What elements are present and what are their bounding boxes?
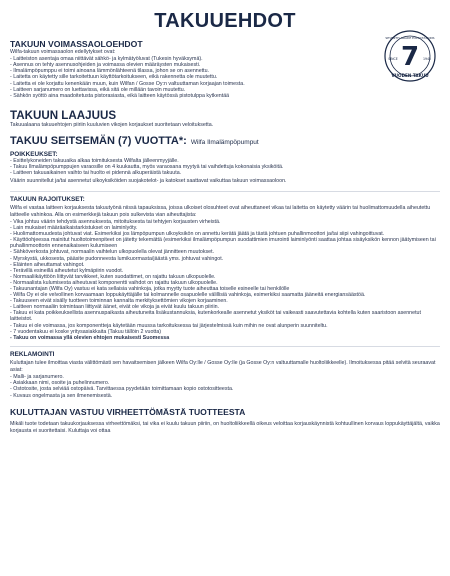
poikkeukset-heading: POIKKEUKSET: [10,151,58,159]
list-item: - Terävillä esineillä aiheutetut kylmäpiirin vuodot. [10,268,440,274]
seven-year-warranty-badge-icon [384,30,436,82]
list-item: - Kuvaus ongelmasta ja sen ilmenemisestä. [10,393,440,399]
badge-years-right: 1945 [422,57,432,61]
list-item: - Takuuseen eivät sisälly tuotteen toiminnan kannalta merkityksettömien vikojen korjaaminen. [10,298,440,304]
list-item: - Ilmalämpöpumppu ei toimi ainoana lämmönlähteenä tilassa, johon se on asennettu. [10,68,440,74]
badge-years-left: SINCE [388,57,398,61]
list-item: - Vika johtuu väärin tehdystä asennuksesta, mitoituksesta tai tehtyjen korjausten virheistä. [10,219,440,225]
list-item: - Takuu ei kata poikkeuksellista asennuspaikasta aiheutuneita lisäkustannuksia, kutenkorkealle asennetut yksiköt tai vaikeasti saavutettavia kohtella kuten saaristoon asennetut laitteistot. [10,310,440,322]
list-item: - Takuunantajan (Wilfa Oy) vastuu ei kata sellaisia vahinkoja, jotka myytty tuote aiheuttaa toiselle esineelle tai henkilölle [10,286,440,292]
laajuus-heading: TAKUUN LAAJUUS [10,108,117,122]
list-item: - Esittelykoneiden takuuaika alkaa toimituksesta Wilfalta jälleenmyyjälle. [10,158,440,164]
laajuus-text: Takuualaana takuuehtojen piiriin kuuluvien vikojen korjaukset suoritetaan veloituksetta. [10,121,214,128]
list-item: - Sähkön syöttö aina maadoitetusta pistorasiasta, eikä laitteen käytössä pistotulppa kytkentää [10,93,440,99]
list-item: - Malli- ja sarjanumero. [10,374,440,380]
list-item: - Normaalista kulumisesta aiheutuvat komponentti vaihdot on rajattu takuun ulkopuolelle. [10,280,440,286]
list-item: - Asennus on tehty asennusohjeiden ja voimassa olevien määräysten mukaisesti. [10,62,440,68]
list-item: - Käyttöohjeessa mainitut huoltotoimenpiteet on jätetty tekemättä (esimerkiksi ilmalämpöpumpun suodattimien imurointi laiminlyönti saattaa johtaa sisäyksikön kennon jäätymiseen tai puhallinmoottorin ennenaikaiseen kulumiseen [10,237,440,249]
divider [10,191,440,192]
list-item: - Myrskystä, ukkosesta, pääsite pudonneesta lumikuormasta/jäästä yms. johtuvat vahingot. [10,256,440,262]
list-item: - Eläinten aiheuttamat vahingot. [10,262,440,268]
voimassaolo-intro: Wilfa-takuun voimassaolon edellytykset ovat: [10,49,116,55]
seven-year-heading [10,135,440,147]
list-item: - Sähköverkosta johtuvat, normaalin vaihtelun ulkopuolella olevat jännitteen muutokset. [10,249,440,255]
badge-number: 7 [400,42,420,72]
list-item: - Laitteiston asentaja omaa niittävät sähkö- ja kylmätyöluvat (Tukesin hyväksymä). [10,56,440,62]
list-item: - Laitteen sarjanumero on luettavissa, eikä sitä ole millään tavoin muutettu. [10,87,440,93]
list-item: - Takuu ei ole voimassa, jos komponentteja käytetään muussa tarkoituksessa tai järjestelmissä kuin mihin ne ovat alunperin suunniteltu. [10,323,440,329]
list-item: - Normaaliikäyttöön liittyvät tarvikkeet, kuten suodattimet, on rajattu takuun ulkopuolelle. [10,274,440,280]
divider [10,346,440,347]
list-item: - Huolimattomuudesta johtuvat viat. Esimerkiksi jos lämpöpumpun ulkoyksikön on annettu kerätä jäätä ja tästä johtuen puhallinmoottori ja/tai siipi vahingoittuvat. [10,231,440,237]
list-item: - Laitetta on käytetty sille tarkoitettuun käyttötarkoitukseen, eikä rakennetta ole muutettu. [10,74,440,80]
reklamointi-intro: Kuluttajan tulee ilmoittaa viasta välittömästi sen havaitsemisen jälkeen Wilfa Oy:lle / Gosse Oy:lle (ja Gosse Oy:n valtuuttamalle huoltoliikkeelle). Ilmoituksessa pitää selvitä seuraavat asiat: [10,359,436,374]
list-item: - Lain mukaiset määräaikaistarkistukset on laiminlyöty. [10,225,440,231]
badge-bottom-text: VUODEN TAKUU [391,73,429,78]
list-item: - Takuu Ilmalämpöpumppujen varaosille on 4 kuukautta, myös varaosana myytyä tai vaihdettuja kokonaisia yksiköitä. [10,164,440,170]
kuluttajan-text: Mikäli tuote todetaan takuukorjauksessa virheettömäksi, tai vika ei kuulu takuun piiriin, on huoltoliikkeellä oikeus veloittaa korjauskäynnistä kohtuullinen korvaus loppukäyttäjältä, vaikka korjausta ei suoritettaisi. Kuluttaja voi ottaa [10,420,440,434]
poikkeukset-list [10,158,440,176]
rajoitukset-list [10,219,440,341]
poikkeukset-footnote: Väärin suunnitellut ja/tai asennetut ulkoyksiköiden suojakotelot- ja katokset saattavat vaikuttaa takuun voimassaoloon. [10,178,287,185]
voimassaolo-heading: TAKUUN VOIMASSAOLOEHDOT [10,39,143,49]
reklamointi-list [10,374,440,398]
list-item: - Laitteen takuuaikainen vaihto tai huolto ei pidennä alkuperäistä takuuta. [10,170,440,176]
voimassaolo-list [10,56,440,99]
rajoitukset-intro: Wilfa ei vastaa laitteen korjauksesta takuutyönä niissä tapauksissa, joissa ulkoiset olosuhteet ovat aiheuttaneet vikaa tai laitetta on käytetty väärin tai huolimattomuudella aiheutettu laitteelle vahinkoa. Alla on esimerkkejä takuun pois sulkevista vian aiheuttajista: [10,204,431,218]
seven-year-title: TAKUU SEITSEMÄN (7) VUOTTA*: [10,135,187,148]
list-item: - Laitteen normaaliin toimintaan liittyvät äänet, eivät ole vikoja ja eivät kuulu takuun piiriin. [10,304,440,310]
list-item: - Laitetta ei ole korjattu kenenkään muun, kuin Wilfan / Gosse Oy:n valtuuttaman korjaajan toimesta. [10,81,440,87]
reklamointi-heading: REKLAMOINTI [10,350,55,358]
badge-top-text: SEVENTH-GRADE EXPECTATIONS [385,36,435,40]
list-item: - 7 vuodentakuu ei koske yritysasiakkaita (Takuu tällöin 2 vuotta) [10,329,440,335]
list-item: - Asiakkaan nimi, osoite ja puhelinnumero. [10,380,440,386]
page-title: TAKUUEHDOT [154,10,296,32]
list-item-emphasis: - Takuu on voimassa yllä olevien ehtojen mukaisesti Suomessa [10,335,440,341]
seven-year-subtitle: Wilfa Ilmalämpöpumput [190,139,259,147]
kuluttajan-heading: KULUTTAJAN VASTUU VIRHEETTÖMÄSTÄ TUOTTEESTA [10,406,246,417]
list-item: - Wilfa Oy ei ole velvollinen korvaamaan loppukäyttäjälle tai kolmannelle osapuolelle välillisiä vahinkoja, esimerkiksi saamatta jääneitä energiansäästöä. [10,292,440,298]
list-item: - Ostotosite, josta selviää ostopäivä. Tarvittaessa pyydetään toimittamaan kopio ostotositteesta. [10,386,440,392]
rajoitukset-heading: TAKUUN RAJOITUKSET: [10,195,85,203]
